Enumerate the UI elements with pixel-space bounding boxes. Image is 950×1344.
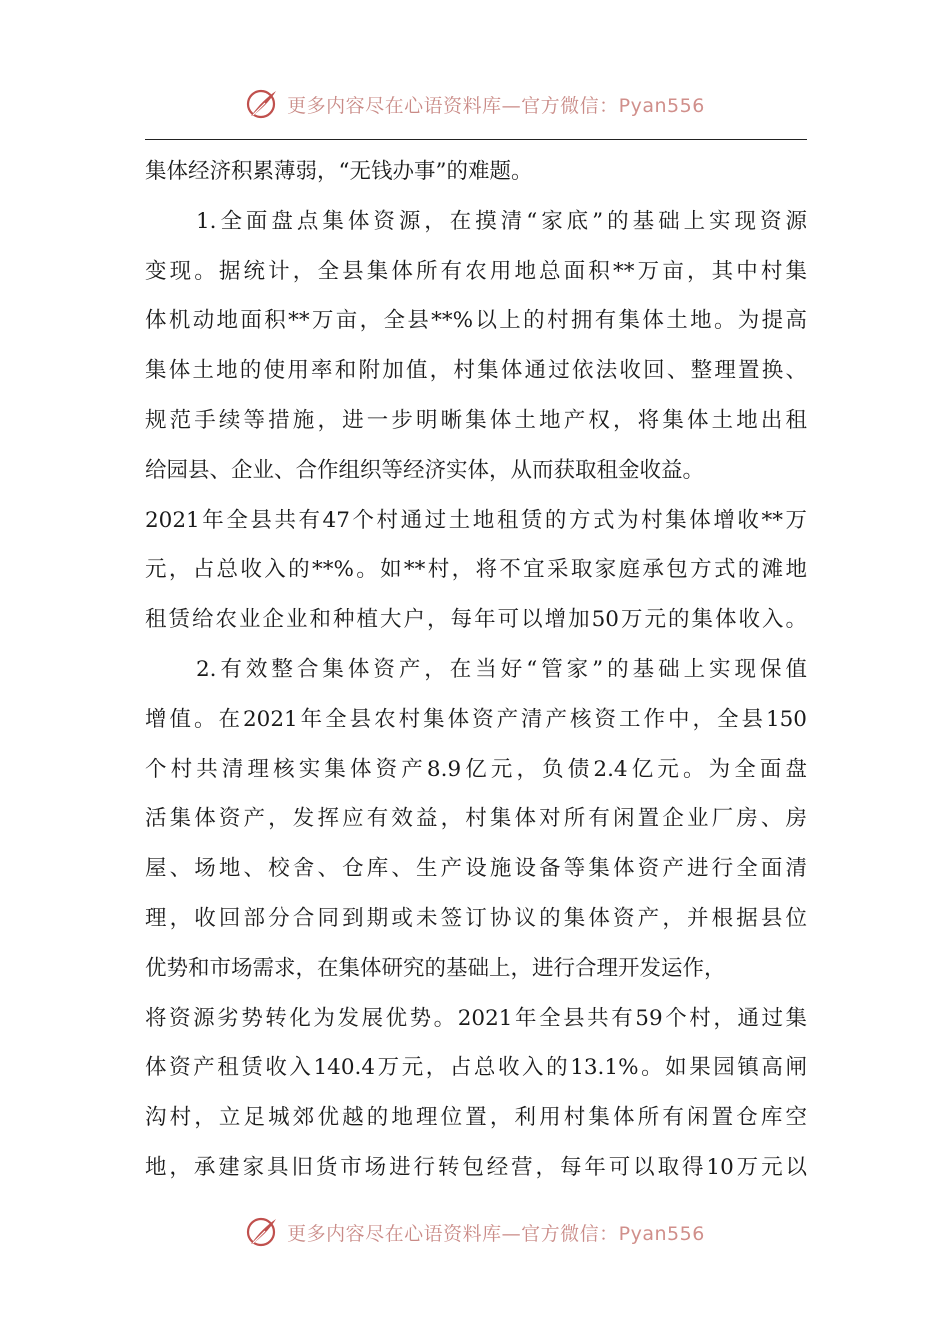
text-line: 地，承建家具旧货市场进行转包经营，每年可以取得10万元以 bbox=[145, 1154, 807, 1180]
banner-text bbox=[287, 1219, 705, 1246]
text-line: 个村共清理核实集体资产8.9亿元，负债2.4亿元。为全面盘 bbox=[145, 756, 807, 782]
quill-logo-icon bbox=[245, 1214, 281, 1250]
header-banner bbox=[0, 82, 950, 126]
text-line: 1.全面盘点集体资源，在摸清“家底”的基础上实现资源 bbox=[145, 208, 807, 234]
text-line: 体机动地面积**万亩，全县**%以上的村拥有集体土地。为提高 bbox=[145, 308, 807, 334]
text-line: 给园县、企业、合作组织等经济实体，从而获取租金收益。 bbox=[145, 457, 705, 483]
text-line: 变现。据统计，全县集体所有农用地总面积**万亩，其中村集 bbox=[145, 258, 807, 284]
banner-label: 更多内容尽在心语资料库—官方微信： bbox=[287, 94, 619, 117]
footer-banner bbox=[0, 1210, 950, 1254]
text-line: 集体经济积累薄弱，“无钱办事”的难题。 bbox=[145, 159, 533, 184]
banner-text bbox=[287, 91, 705, 118]
banner-label: 更多内容尽在心语资料库—官方微信： bbox=[287, 1222, 619, 1245]
text-line: 2.有效整合集体资产，在当好“管家”的基础上实现保值 bbox=[145, 656, 807, 682]
text-line: 元，占总收入的**%。如**村，将不宜采取家庭承包方式的滩地 bbox=[145, 557, 807, 583]
text-line: 增值。在2021年全县农村集体资产清产核资工作中，全县150 bbox=[145, 706, 807, 732]
text-line: 活集体资产，发挥应有效益，村集体对所有闲置企业厂房、房 bbox=[145, 806, 807, 832]
text-line: 体资产租赁收入140.4万元，占总收入的13.1%。如果园镇高闸 bbox=[145, 1055, 807, 1081]
text-line: 理，收回部分合同到期或未签订协议的集体资产，并根据县位 bbox=[145, 905, 807, 931]
text-line: 优势和市场需求，在集体研究的基础上，进行合理开发运作， bbox=[145, 955, 726, 981]
text-line: 2021年全县共有47个村通过土地租赁的方式为村集体增收**万 bbox=[145, 507, 807, 533]
text-line: 屋、场地、校舍、仓库、生产设施设备等集体资产进行全面清 bbox=[145, 856, 807, 882]
header-divider bbox=[145, 139, 807, 140]
text-line: 规范手续等措施，进一步明晰集体土地产权，将集体土地出租 bbox=[145, 407, 807, 433]
text-line: 沟村，立足城郊优越的地理位置，利用村集体所有闲置仓库空 bbox=[145, 1105, 807, 1131]
text-line: 将资源劣势转化为发展优势。2021年全县共有59个村，通过集 bbox=[145, 1005, 807, 1031]
banner-wechat-id: Pyan556 bbox=[618, 94, 705, 117]
quill-logo-icon bbox=[245, 86, 281, 122]
text-line: 租赁给农业企业和种植大户，每年可以增加50万元的集体收入。 bbox=[145, 607, 807, 633]
document-body bbox=[145, 147, 807, 1193]
text-line: 集体土地的使用率和附加值，村集体通过依法收回、整理置换、 bbox=[145, 358, 807, 384]
banner-wechat-id: Pyan556 bbox=[618, 1222, 705, 1245]
